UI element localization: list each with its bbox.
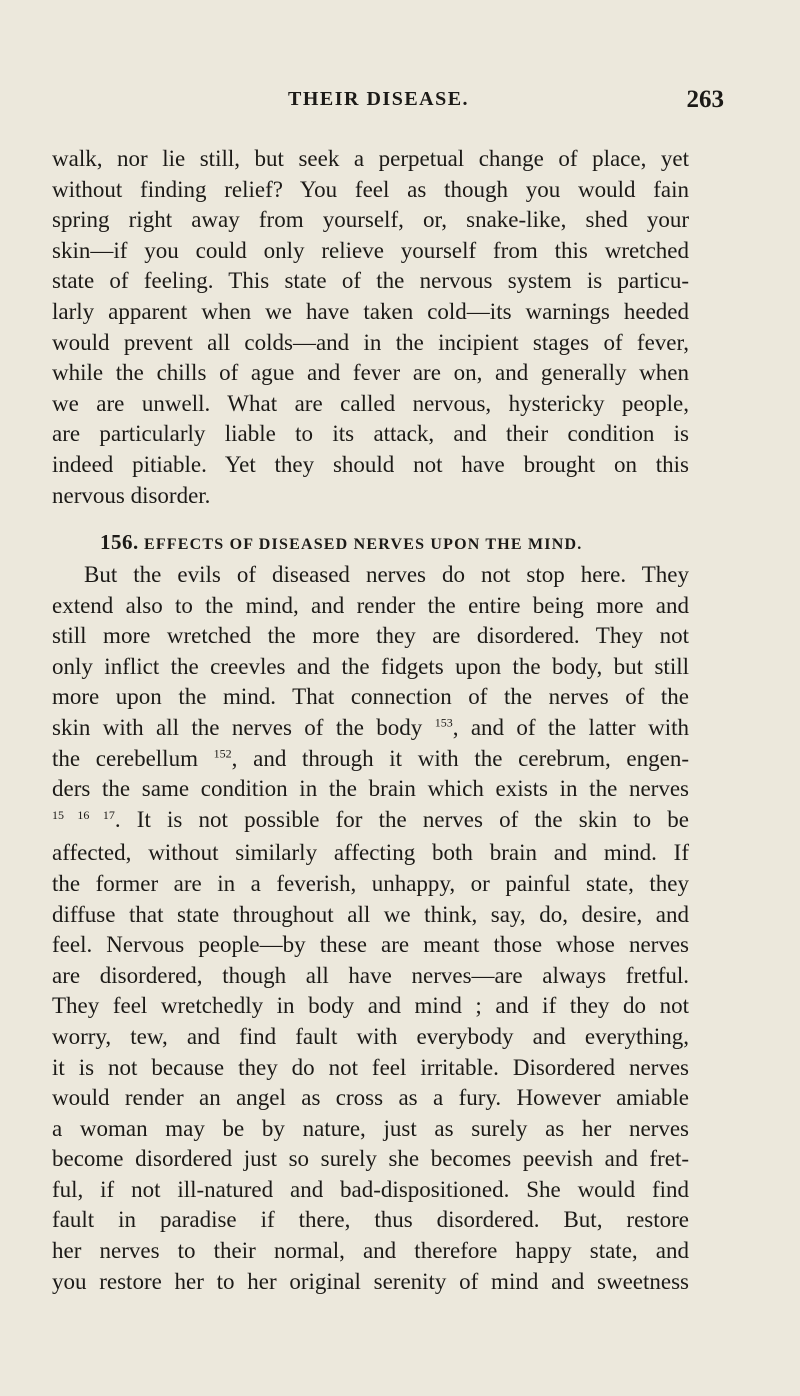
text-line: become disordered just so surely she becomes peevish and fret- [52,1146,689,1172]
text-line: skin—if you could only relieve yourself from this wretched [52,237,689,263]
reference-number: 152 [213,745,232,760]
section-number: 156. [100,530,139,554]
text-line: you restore her to her original serenity of mind and sweetness [52,1268,689,1294]
reference-number: 153 [434,715,453,730]
running-title: THEIR DISEASE. [288,88,470,110]
text-line: affected, without similarly affecting both brain and mind. If [52,840,689,866]
text-line: nervous disorder. [52,482,211,508]
text-line [52,713,689,744]
paragraph-1 [52,144,689,511]
text-line [52,805,689,839]
text-line: But the evils of diseased nerves do not stop here. They [84,562,689,587]
text-line: without finding relief? You feel as though you would fain [52,176,689,202]
text-line: state of feeling. This state of the nervous system is particu- [52,268,689,294]
text-line: only inflict the creevles and the fidgets upon the body, but still [52,653,689,679]
text-line: her nerves to their normal, and therefore happy state, and [52,1238,689,1264]
text-fragment: . It is not possible for the nerves of the skin to be [114,806,690,832]
text-fragment: skin with all the nerves of the body [52,714,423,740]
page-number: 263 [686,86,724,113]
text-line: ders the same condition in the brain which exists in the nerves [52,776,689,802]
text-line: walk, nor lie still, but seek a perpetual change of place, yet [52,146,689,171]
text-line: ful, if not ill-natured and bad-dispositioned. She would find [52,1176,689,1202]
text-line: larly apparent when we have taken cold—its warnings heeded [52,298,689,324]
paragraph-2 [52,560,689,1297]
text-line: would prevent all colds—and in the incipient stages of fever, [52,329,689,355]
text-line: still more wretched the more they are disordered. They not [52,623,689,649]
text-line: extend also to the mind, and render the entire being more and [52,592,689,618]
text-line: spring right away from yourself, or, snake-like, shed your [52,207,689,233]
text-line: a woman may be by nature, just as surely as her nerves [52,1115,689,1141]
text-line: while the chills of ague and fever are on, and generally when [52,360,689,386]
text-fragment: , and through it with the cerebrum, engen- [231,745,690,771]
text-fragment: the cerebellum [52,745,198,771]
text-line: diffuse that state throughout all we think, say, do, desire, and [52,901,689,927]
running-header [0,88,800,118]
text-line: worry, tew, and find fault with everybody and everything, [52,1023,689,1049]
text-line: feel. Nervous people—by these are meant those whose nerves [52,932,689,958]
text-line: more upon the mind. That connection of the nerves of the [52,684,689,710]
reference-numbers: 15 16 17 [52,807,115,822]
text-line: fault in paradise if there, thus disordered. But, restore [52,1207,689,1233]
text-line: the former are in a feverish, unhappy, or painful state, they [52,870,689,896]
text-line [52,744,689,775]
text-line: are particularly liable to its attack, and their condition is [52,421,689,447]
text-line: would render an angel as cross as a fury. However amiable [52,1085,689,1111]
text-fragment: , and of the latter with [452,714,689,740]
text-line: it is not because they do not feel irritable. Disordered nerves [52,1054,689,1080]
text-line: are disordered, though all have nerves—are always fretful. [52,962,689,988]
text-line: we are unwell. What are called nervous, hystericky people, [52,390,689,416]
section-title: EFFECTS OF DISEASED NERVES UPON THE MIND. [143,536,583,553]
text-line: They feel wretchedly in body and mind ; and if they do not [52,993,689,1019]
section-heading [100,530,582,555]
text-line: indeed pitiable. Yet they should not have brought on this [52,451,689,477]
